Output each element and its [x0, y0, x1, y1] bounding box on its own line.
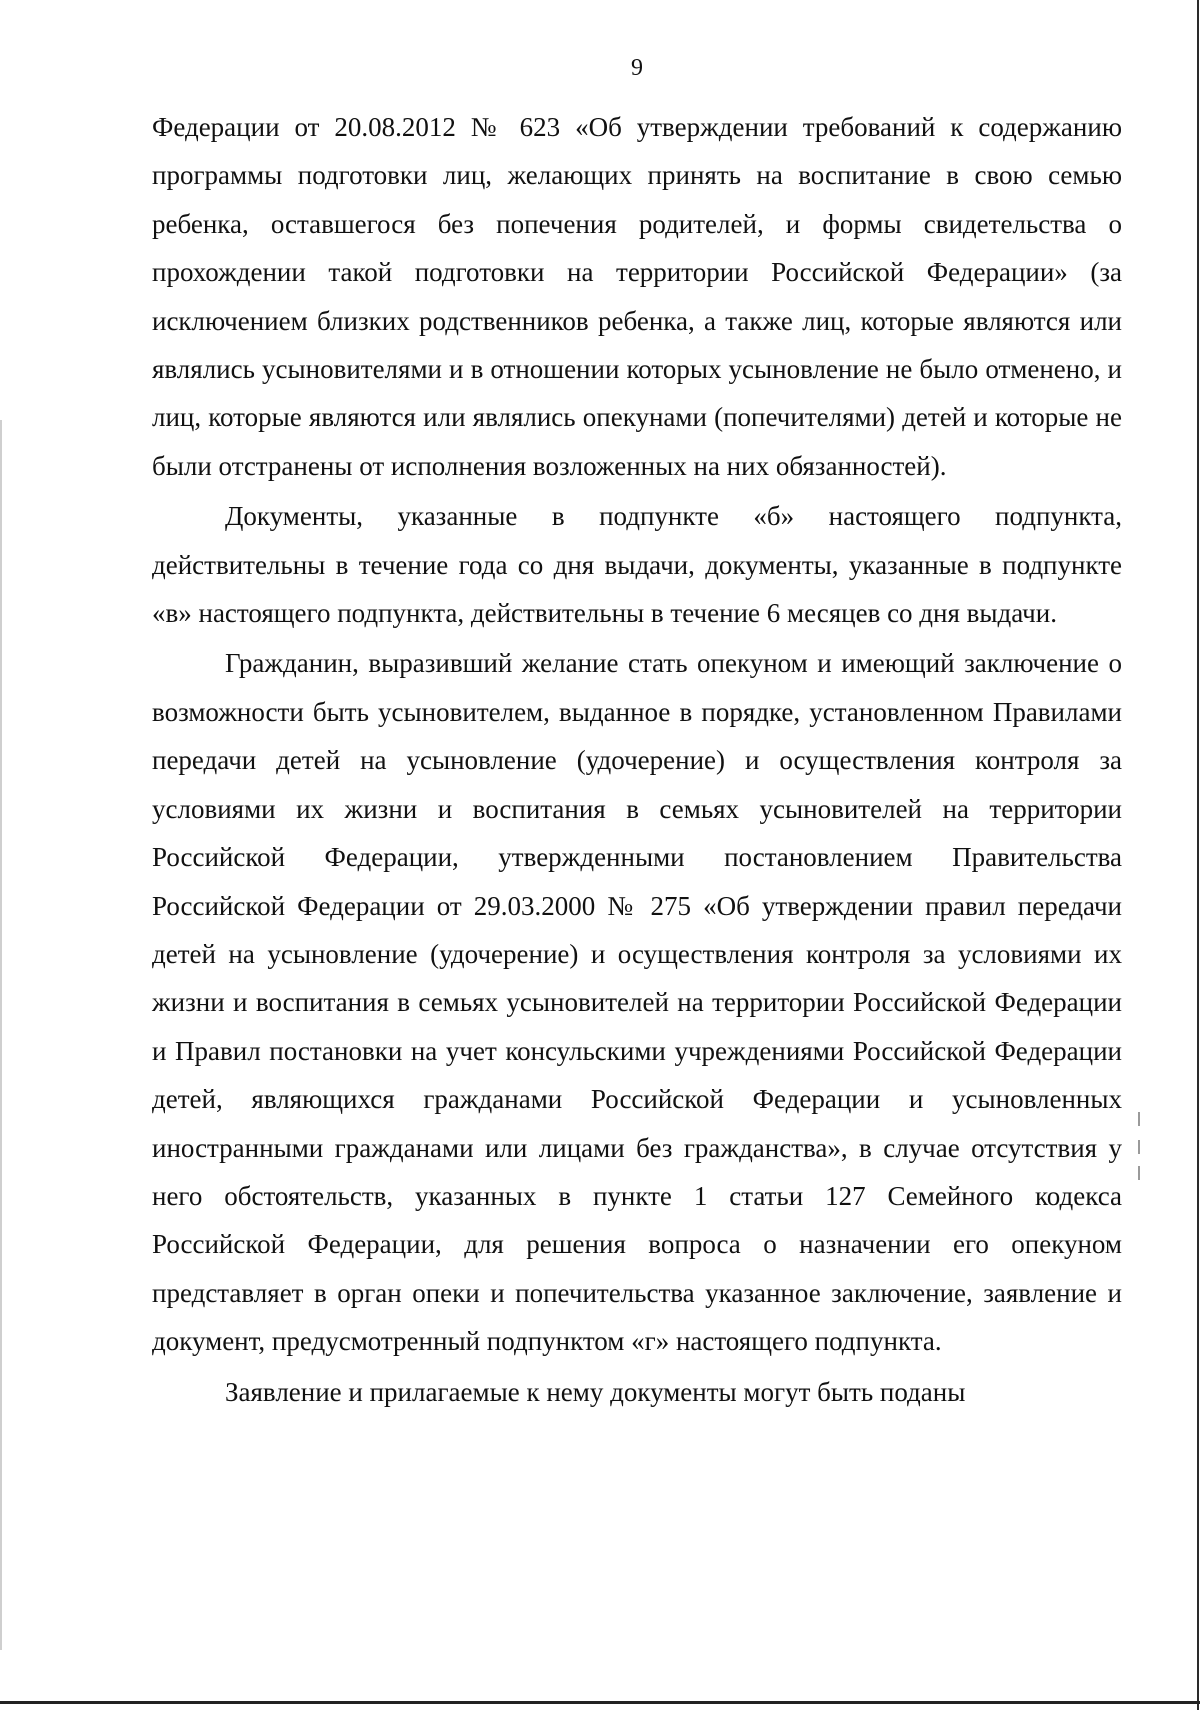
- scan-left-edge: [0, 420, 2, 1650]
- scan-mark: [1138, 1166, 1140, 1180]
- scan-mark: [1138, 1112, 1140, 1126]
- page-number: 9: [631, 55, 643, 81]
- paragraph-documents-validity: Документы, указанные в подпункте «б» настоящего подпункта, действительны в течение года со дня выдачи, документы, указанные в подпункте «в» настоящего подпункта, действительны в течение 6 месяцев со дня выдачи.: [152, 501, 1122, 629]
- paragraph-citizen-guardian: Гражданин, выразивший желание стать опекуном и имеющий заключение о возможности быть усыновителем, выданное в порядке, установленном Правилами передачи детей на усыновление (удочерение) и осуществления контроля за условиями их жизни и воспитания в семьях усыновителей на территории Российской Федерации, утвержденными постановлением Правительства Российской Федерации от 29.03.2000 № 275 «Об утверждении правил передачи детей на усыновление (удочерение) и осуществления контроля за условиями их жизни и воспитания в семьях усыновителей на территории Российской Федерации и Правил постановки на учет консульскими учреждениями Российской Федерации детей, являющихся гражданами Российской Федерации и усыновленных иностранными гражданами или лицами без гражданства», в случае отсутствия у него обстоятельств, указанных в пункте 1 статьи 127 Семейного кодекса Российской Федерации, для решения вопроса о назначении его опекуном представляет в орган опеки и попечительства указанное заключение, заявление и документ, предусмотренный подпунктом «г» настоящего подпункта.: [152, 648, 1122, 1357]
- scan-right-edge: [1197, 0, 1199, 1710]
- paragraph-continuation: Федерации от 20.08.2012 № 623 «Об утверждении требований к содержанию программы подготовки лиц, желающих принять на воспитание в свою семью ребенка, оставшегося без попечения родителей, и формы свидетельства о прохождении такой подготовки на территории Российской Федерации» (за исключением близких родственников ребенка, а также лиц, которые являются или являлись усыновителями и в отношении которых усыновление не было отменено, и лиц, которые являются или являлись опекунами (попечителями) детей и которые не были отстранены от исполнения возложенных на них обязанностей).: [152, 112, 1122, 481]
- document-body: [152, 103, 1122, 1416]
- paragraph-application-submission: Заявление и прилагаемые к нему документы могут быть поданы: [225, 1376, 966, 1407]
- scan-bottom-edge: [0, 1701, 1200, 1704]
- scan-mark: [1138, 1140, 1140, 1154]
